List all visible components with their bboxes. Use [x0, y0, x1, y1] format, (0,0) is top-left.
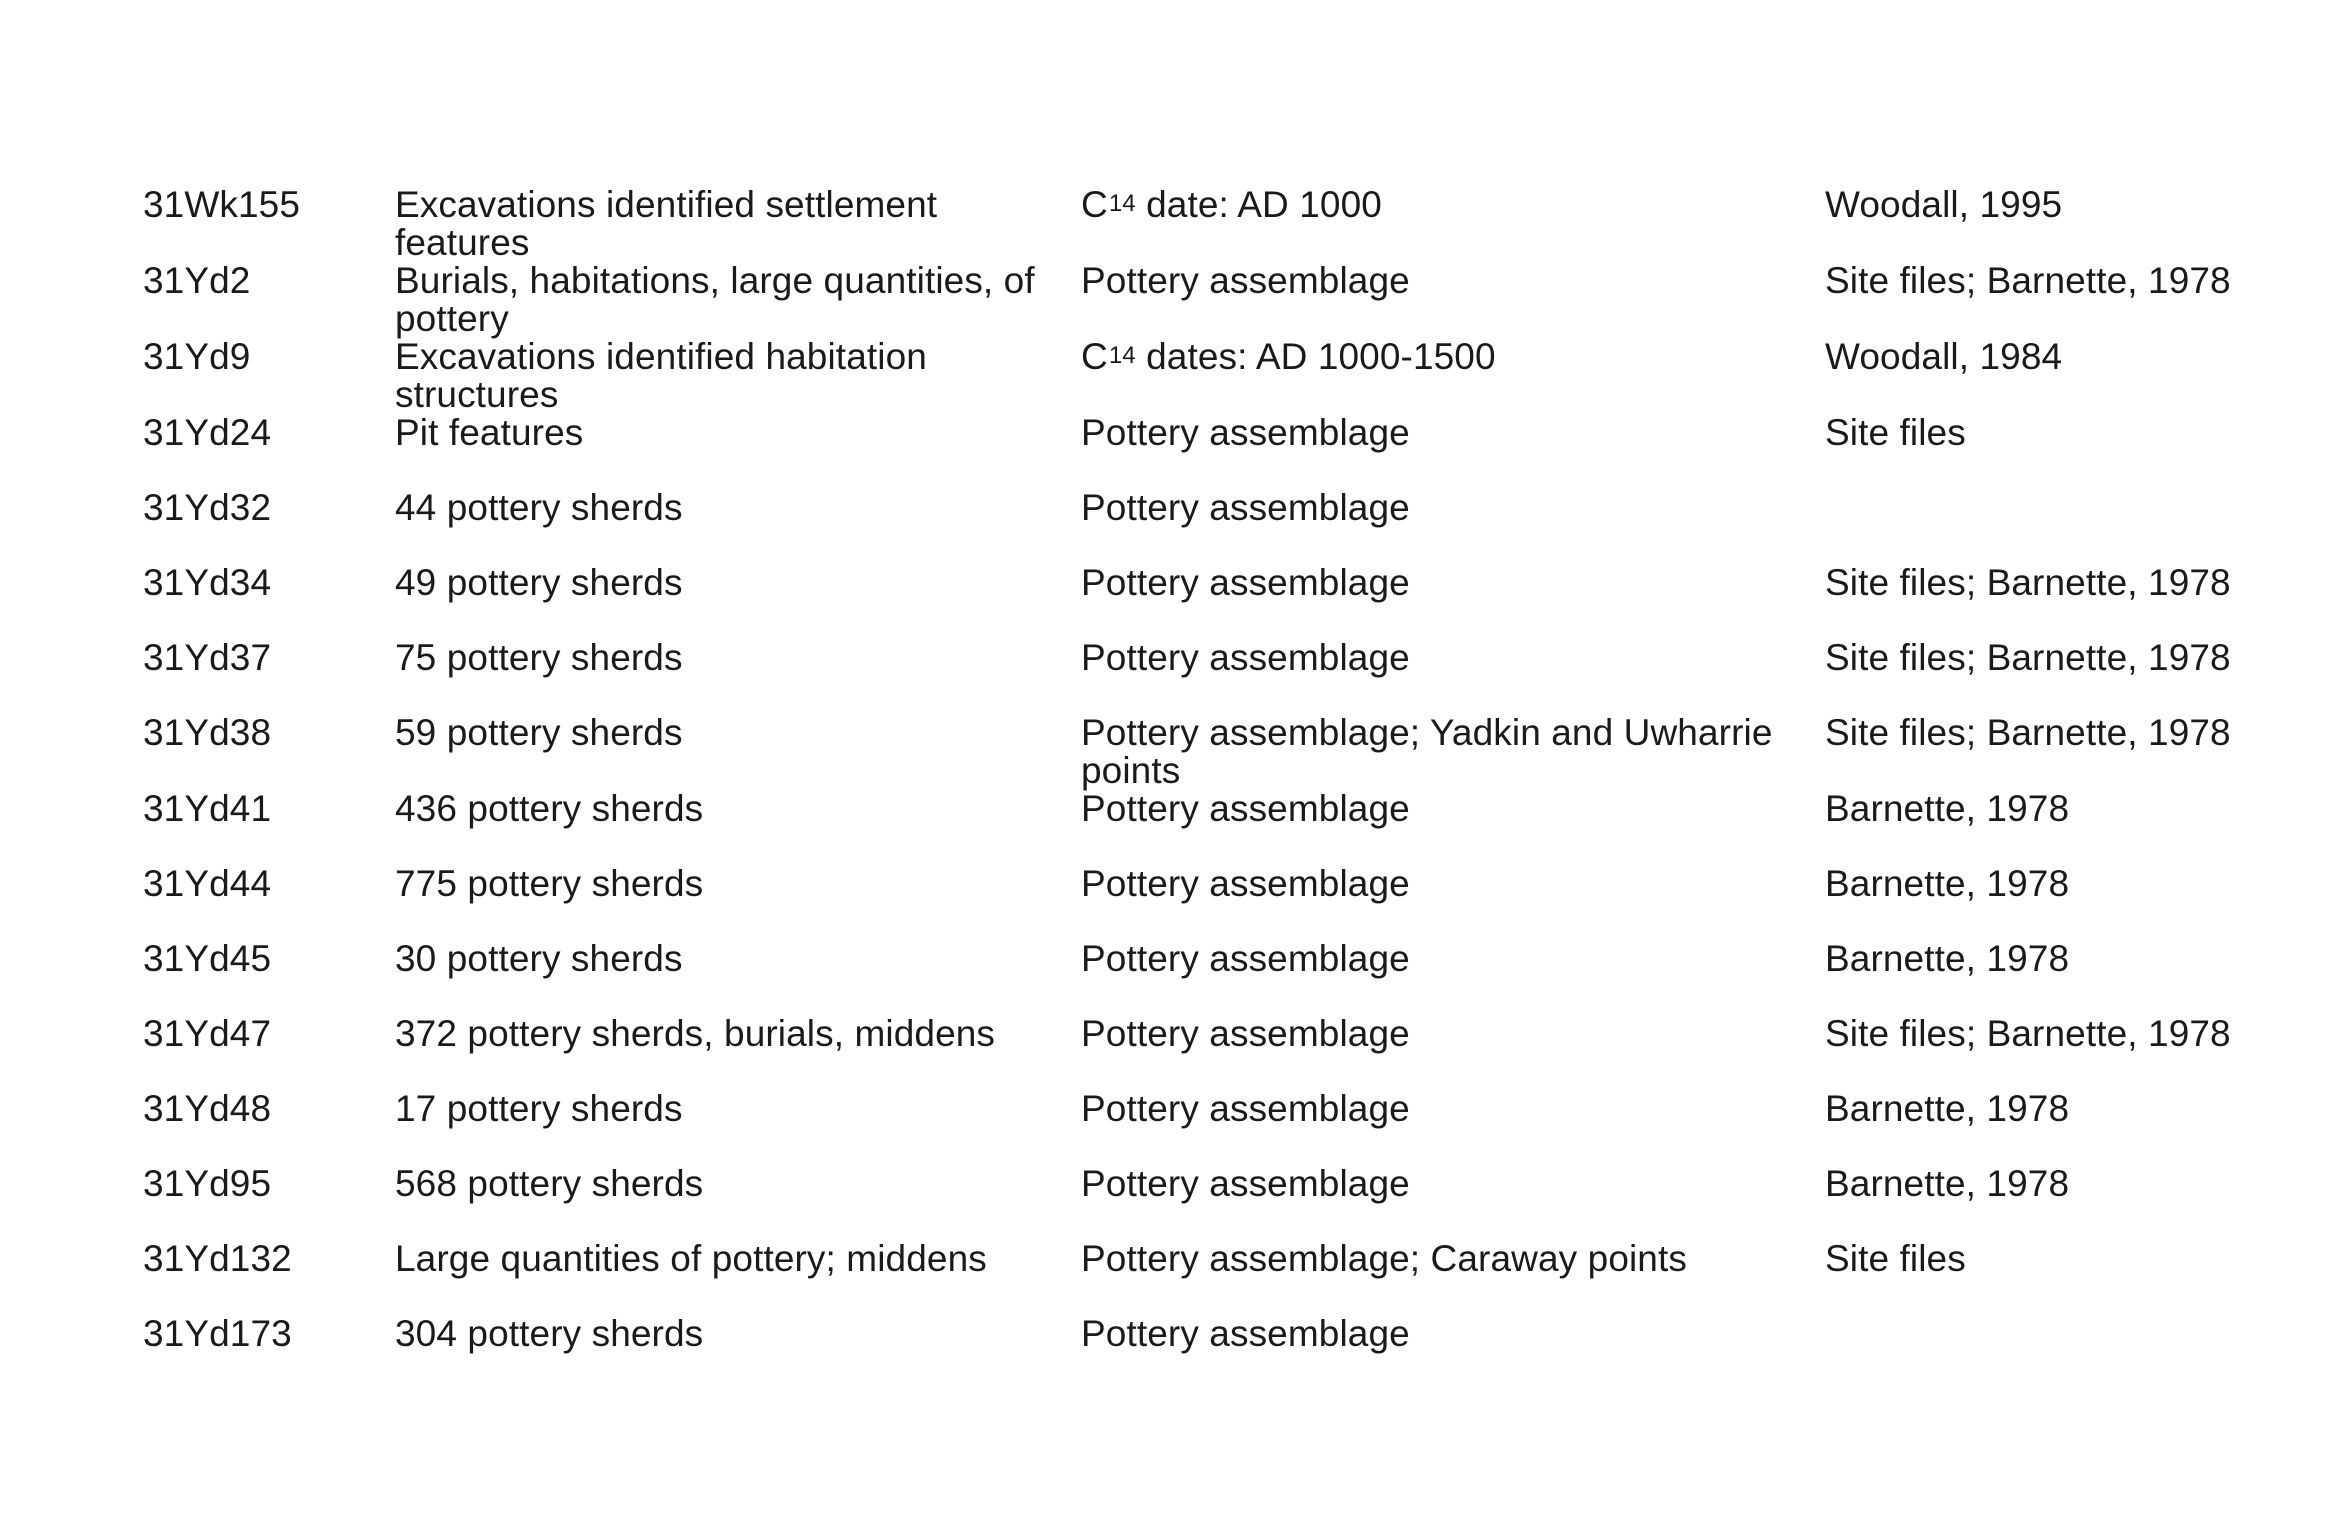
description-cell-text: 372 pottery sherds, burials, middens	[395, 1013, 996, 1054]
site-id-cell-text: 31Yd32	[143, 487, 272, 528]
site-id-cell	[143, 489, 395, 564]
dating-basis-cell-text: Pottery assemblage	[1081, 412, 1410, 453]
site-id-cell	[143, 1315, 395, 1390]
site-id-cell	[143, 1240, 395, 1315]
description-cell-text: 304 pottery sherds	[395, 1313, 704, 1354]
dating-basis-cell	[1081, 489, 1825, 564]
reference-cell	[1825, 714, 2293, 790]
site-id-cell	[143, 338, 395, 414]
site-id-cell	[143, 1090, 395, 1165]
reference-cell	[1825, 1015, 2293, 1090]
dating-basis-cell	[1081, 262, 1825, 338]
site-id-cell	[143, 940, 395, 1015]
reference-cell-text: Barnette, 1978	[1825, 788, 2070, 829]
description-cell-text: Pit features	[395, 412, 584, 453]
dating-basis-cell	[1081, 714, 1825, 790]
dating-basis-cell	[1081, 639, 1825, 714]
site-id-cell	[143, 186, 395, 262]
description-cell	[395, 1015, 1081, 1090]
site-id-cell	[143, 714, 395, 790]
reference-cell	[1825, 1090, 2293, 1165]
site-id-cell	[143, 564, 395, 639]
dating-basis-cell	[1081, 1090, 1825, 1165]
reference-cell	[1825, 1165, 2293, 1240]
site-id-cell	[143, 790, 395, 865]
isotope-superscript: 14	[1108, 190, 1136, 217]
description-cell-text: 17 pottery sherds	[395, 1088, 683, 1129]
site-id-cell-text: 31Yd24	[143, 412, 272, 453]
site-id-cell	[143, 1165, 395, 1240]
dating-basis-cell	[1081, 564, 1825, 639]
reference-cell	[1825, 262, 2293, 338]
site-id-cell-text: 31Yd95	[143, 1163, 272, 1204]
dating-basis-cell	[1081, 1165, 1825, 1240]
description-cell	[395, 1165, 1081, 1240]
description-cell-text: 30 pottery sherds	[395, 938, 683, 979]
table-row	[143, 338, 2293, 414]
dating-basis-cell	[1081, 1240, 1825, 1315]
reference-cell-text: Site files; Barnette, 1978	[1825, 260, 2231, 301]
dating-basis-cell-text: Pottery assemblage	[1081, 562, 1410, 603]
site-id-cell-text: 31Yd173	[143, 1313, 292, 1354]
basis-prefix: C	[1081, 336, 1108, 377]
description-cell-text: 568 pottery sherds	[395, 1163, 704, 1204]
reference-cell	[1825, 865, 2293, 940]
site-id-cell-text: 31Yd48	[143, 1088, 272, 1129]
dating-basis-cell-text: Pottery assemblage	[1081, 1013, 1410, 1054]
reference-cell	[1825, 186, 2293, 262]
dating-basis-cell-text: Pottery assemblage	[1081, 487, 1410, 528]
dating-basis-cell	[1081, 940, 1825, 1015]
table-row	[143, 1315, 2293, 1390]
site-table	[143, 186, 2293, 1390]
description-cell-text: 775 pottery sherds	[395, 863, 704, 904]
description-cell	[395, 639, 1081, 714]
reference-cell-text: Site files; Barnette, 1978	[1825, 1013, 2231, 1054]
reference-cell	[1825, 564, 2293, 639]
description-cell-text: 75 pottery sherds	[395, 637, 683, 678]
reference-cell-text: Site files; Barnette, 1978	[1825, 562, 2231, 603]
table-row	[143, 1165, 2293, 1240]
reference-cell-text: Barnette, 1978	[1825, 1163, 2070, 1204]
reference-cell-text: Barnette, 1978	[1825, 1088, 2070, 1129]
dating-basis-cell	[1081, 1015, 1825, 1090]
site-id-cell-text: 31Yd132	[143, 1238, 292, 1279]
description-cell	[395, 940, 1081, 1015]
site-id-cell-text: 31Wk155	[143, 184, 301, 225]
dating-basis-cell-text: Pottery assemblage	[1081, 1313, 1410, 1354]
table-row	[143, 1090, 2293, 1165]
description-cell	[395, 186, 1081, 262]
reference-cell	[1825, 338, 2293, 414]
site-id-cell-text: 31Yd47	[143, 1013, 272, 1054]
site-id-cell	[143, 1015, 395, 1090]
site-id-cell-text: 31Yd9	[143, 336, 251, 377]
table-row	[143, 186, 2293, 262]
site-id-cell-text: 31Yd34	[143, 562, 272, 603]
isotope-superscript: 14	[1108, 342, 1136, 369]
dating-basis-cell-text: Pottery assemblage	[1081, 260, 1410, 301]
dating-basis-cell-text: Pottery assemblage	[1081, 1163, 1410, 1204]
description-cell	[395, 865, 1081, 940]
site-id-cell	[143, 865, 395, 940]
site-id-cell-text: 31Yd37	[143, 637, 272, 678]
table-row	[143, 714, 2293, 790]
table-row	[143, 940, 2293, 1015]
site-id-cell	[143, 262, 395, 338]
site-table-body	[143, 186, 2293, 1390]
basis-prefix: C	[1081, 184, 1108, 225]
dating-basis-cell-text: Pottery assemblage	[1081, 938, 1410, 979]
reference-cell	[1825, 790, 2293, 865]
description-cell	[395, 489, 1081, 564]
reference-cell-text: Site files	[1825, 1238, 1966, 1279]
table-row	[143, 564, 2293, 639]
reference-cell	[1825, 489, 2293, 564]
description-cell-text: 59 pottery sherds	[395, 712, 683, 753]
basis-date-text: dates: AD 1000-1500	[1135, 336, 1496, 377]
dating-basis-cell	[1081, 338, 1825, 414]
site-id-cell-text: 31Yd45	[143, 938, 272, 979]
site-id-cell-text: 31Yd41	[143, 788, 272, 829]
reference-cell	[1825, 639, 2293, 714]
table-row	[143, 1240, 2293, 1315]
description-cell	[395, 714, 1081, 790]
reference-cell-text: Barnette, 1978	[1825, 938, 2070, 979]
description-cell-text: Burials, habitations, large quantities, of pottery	[395, 260, 1035, 339]
description-cell-text: 436 pottery sherds	[395, 788, 704, 829]
table-row	[143, 414, 2293, 489]
description-cell	[395, 262, 1081, 338]
table-row	[143, 865, 2293, 940]
reference-cell-text: Woodall, 1995	[1825, 184, 2063, 225]
basis-date-text: date: AD 1000	[1135, 184, 1382, 225]
dating-basis-cell	[1081, 790, 1825, 865]
description-cell	[395, 414, 1081, 489]
dating-basis-cell-text: Pottery assemblage	[1081, 788, 1410, 829]
site-id-cell-text: 31Yd2	[143, 260, 251, 301]
description-cell	[395, 564, 1081, 639]
table-row	[143, 790, 2293, 865]
table-row	[143, 262, 2293, 338]
description-cell	[395, 1315, 1081, 1390]
description-cell	[395, 1090, 1081, 1165]
reference-cell	[1825, 940, 2293, 1015]
description-cell	[395, 1240, 1081, 1315]
site-id-cell	[143, 639, 395, 714]
description-cell	[395, 338, 1081, 414]
dating-basis-cell	[1081, 414, 1825, 489]
dating-basis-cell-text: Pottery assemblage	[1081, 637, 1410, 678]
reference-cell	[1825, 414, 2293, 489]
table-row	[143, 489, 2293, 564]
dating-basis-cell-text: Pottery assemblage	[1081, 863, 1410, 904]
description-cell-text: Excavations identified habitation structures	[395, 336, 927, 415]
table-row	[143, 639, 2293, 714]
dating-basis-cell	[1081, 1315, 1825, 1390]
dating-basis-cell-text: Pottery assemblage	[1081, 1088, 1410, 1129]
description-cell-text: Large quantities of pottery; middens	[395, 1238, 987, 1279]
reference-cell-text: Woodall, 1984	[1825, 336, 2063, 377]
description-cell-text: 49 pottery sherds	[395, 562, 683, 603]
description-cell-text: Excavations identified settlement features	[395, 184, 938, 263]
site-id-cell	[143, 414, 395, 489]
dating-basis-cell	[1081, 865, 1825, 940]
reference-cell	[1825, 1315, 2293, 1390]
reference-cell	[1825, 1240, 2293, 1315]
reference-cell-text: Site files; Barnette, 1978	[1825, 637, 2231, 678]
reference-cell-text: Site files; Barnette, 1978	[1825, 712, 2231, 753]
dating-basis-cell-text: Pottery assemblage; Caraway points	[1081, 1238, 1687, 1279]
reference-cell-text: Barnette, 1978	[1825, 863, 2070, 904]
site-id-cell-text: 31Yd44	[143, 863, 272, 904]
description-cell	[395, 790, 1081, 865]
description-cell-text: 44 pottery sherds	[395, 487, 683, 528]
reference-cell-text: Site files	[1825, 412, 1966, 453]
table-row	[143, 1015, 2293, 1090]
site-id-cell-text: 31Yd38	[143, 712, 272, 753]
dating-basis-cell-text: Pottery assemblage; Yadkin and Uwharrie points	[1081, 712, 1773, 791]
dating-basis-cell	[1081, 186, 1825, 262]
